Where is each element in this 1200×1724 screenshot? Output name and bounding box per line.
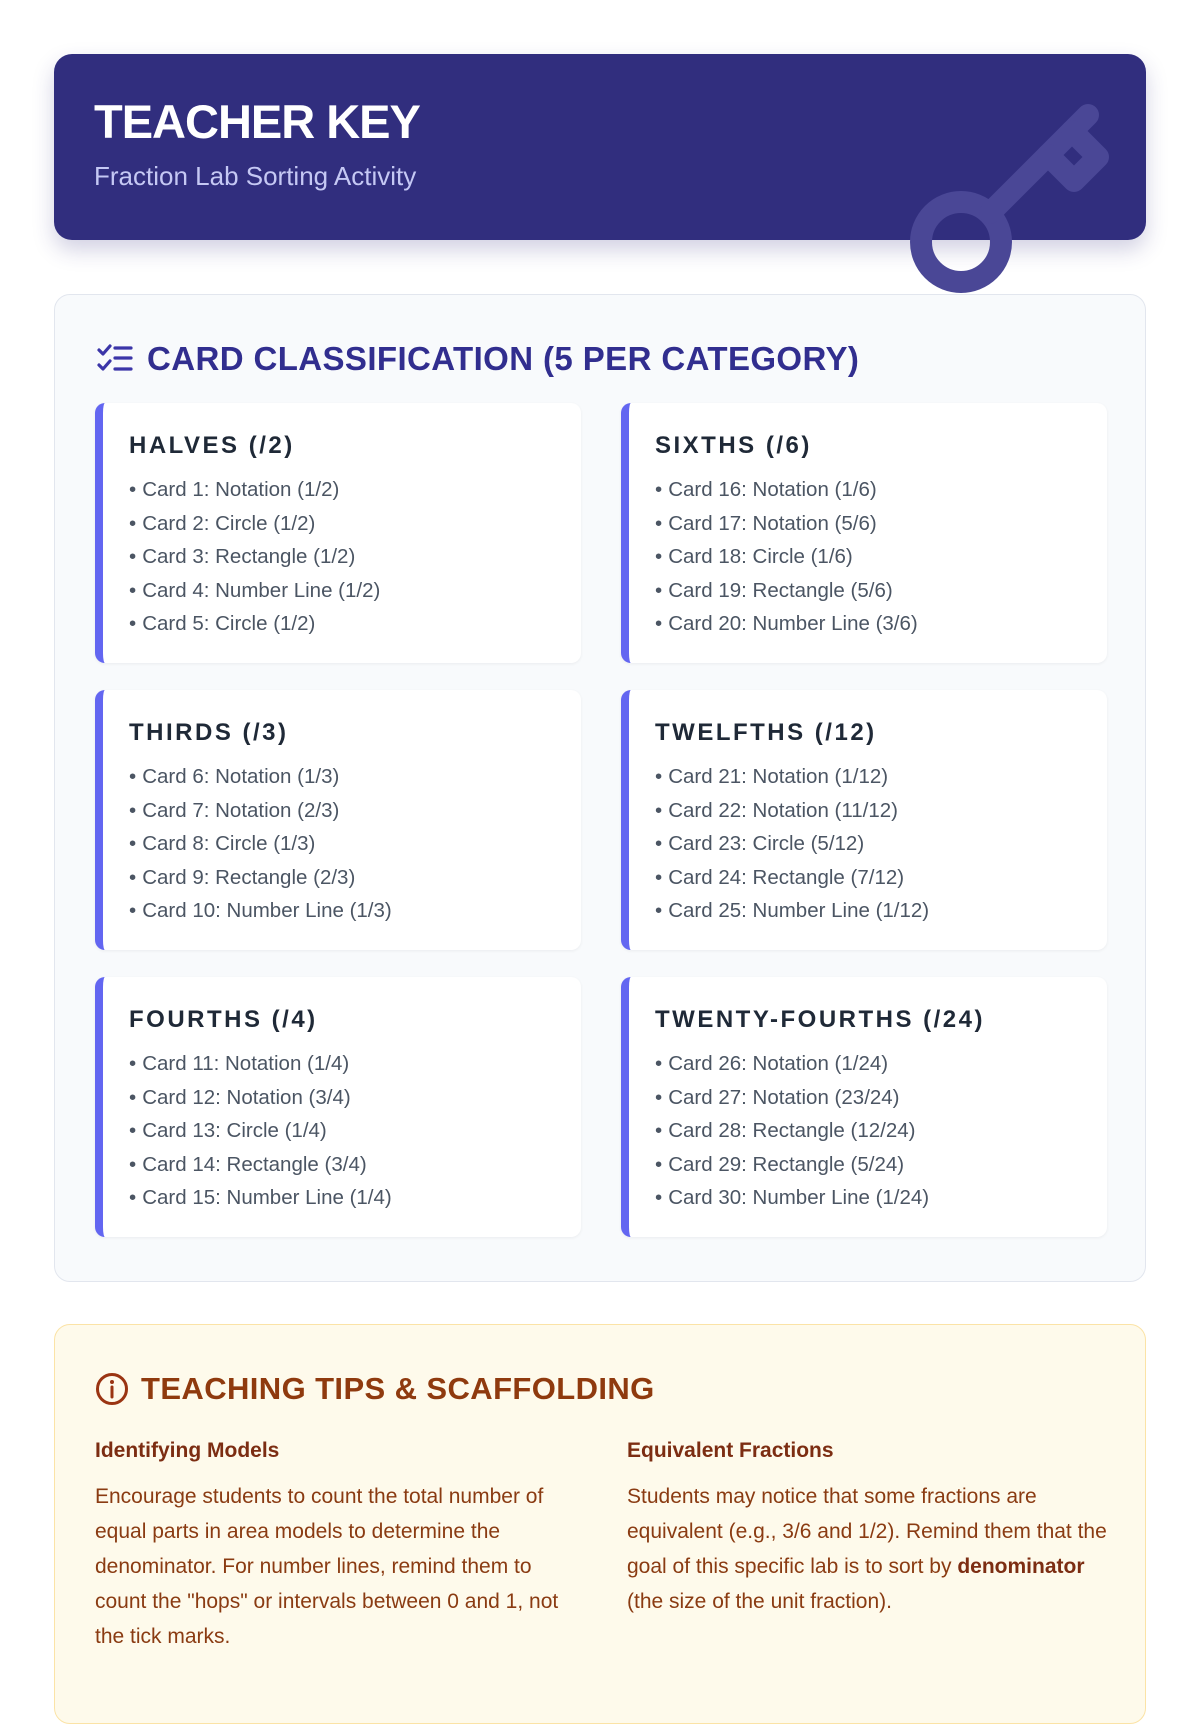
tip-body: Encourage students to count the total number of equal parts in area models to determine the denominator. For number lines, remind them to count the "hops" or intervals between 0 and 1, not the tick marks.: [95, 1485, 559, 1648]
category-title: FOURTHS (/4): [129, 1006, 318, 1033]
tips-header: [95, 1369, 1105, 1409]
tip-body: [627, 1479, 1119, 1619]
card-list: [655, 473, 1081, 641]
category-title: THIRDS (/3): [129, 719, 289, 746]
card-entry: Card 4: Number Line (1/2): [142, 578, 381, 602]
info-icon: [95, 1369, 129, 1409]
list-item: • Card 18: Circle (1/6): [655, 545, 853, 568]
list-item: • Card 15: Number Line (1/4): [129, 1186, 392, 1209]
classification-header: [95, 339, 1105, 379]
list-item: • Card 29: Rectangle (5/24): [655, 1152, 905, 1176]
list-item: • Card 22: Notation (11/12): [655, 798, 898, 822]
category-card-fourths: [95, 977, 581, 1237]
tip-body-text: (the size of the unit fraction).: [627, 1590, 892, 1613]
category-card-halves: [95, 403, 581, 663]
card-classification-panel: [54, 294, 1146, 1282]
card-entry: Card 23: Circle (5/12): [668, 832, 865, 855]
list-item: • Card 5: Circle (1/2): [129, 612, 316, 635]
category-card-twelfths: [621, 690, 1107, 950]
card-entry: Card 13: Circle (1/4): [142, 1119, 327, 1142]
category-title: TWENTY-FOURTHS (/24): [655, 1006, 985, 1033]
list-item: • Card 4: Number Line (1/2): [129, 578, 381, 602]
list-item: • Card 26: Notation (1/24): [655, 1052, 889, 1075]
card-entry: Card 11: Notation (1/4): [142, 1052, 350, 1075]
card-entry: Card 20: Number Line (3/6): [668, 612, 918, 635]
card-entry: Card 27: Notation (23/24): [668, 1085, 900, 1109]
tips-grid: [95, 1437, 1105, 1654]
card-entry: Card 14: Rectangle (3/4): [142, 1152, 367, 1176]
header-banner: [54, 54, 1146, 240]
card-list: [655, 1047, 1081, 1215]
card-entry: Card 24: Rectangle (7/12): [668, 865, 905, 889]
card-entry: Card 28: Rectangle (12/24): [668, 1119, 916, 1142]
list-item: • Card 25: Number Line (1/12): [655, 899, 930, 922]
category-grid: [95, 403, 1105, 1237]
list-item: • Card 7: Notation (2/3): [129, 798, 340, 822]
card-entry: Card 2: Circle (1/2): [142, 511, 316, 535]
card-entry: Card 8: Circle (1/3): [142, 832, 316, 855]
card-entry: Card 30: Number Line (1/24): [668, 1186, 930, 1209]
card-entry: Card 3: Rectangle (1/2): [142, 545, 356, 568]
list-item: • Card 21: Notation (1/12): [655, 765, 889, 788]
card-entry: Card 9: Rectangle (2/3): [142, 865, 356, 889]
card-entry: Card 19: Rectangle (5/6): [668, 578, 893, 602]
list-item: • Card 14: Rectangle (3/4): [129, 1152, 367, 1176]
list-item: • Card 30: Number Line (1/24): [655, 1186, 930, 1209]
card-list: [655, 760, 1081, 928]
list-item: • Card 12: Notation (3/4): [129, 1085, 351, 1109]
list-item: • Card 20: Number Line (3/6): [655, 612, 918, 635]
teaching-tips-panel: [54, 1324, 1146, 1724]
tip-body-text: Students may notice that some fractions are equivalent (e.g., 3/6 and 1/2). Remind them that the goal of this specific lab is to sort by: [627, 1485, 1107, 1578]
card-entry: Card 15: Number Line (1/4): [142, 1186, 392, 1209]
tip-heading: Identifying Models: [95, 1439, 280, 1462]
tip-heading: Equivalent Fractions: [627, 1439, 834, 1462]
card-list: [129, 760, 555, 928]
card-entry: Card 22: Notation (11/12): [668, 798, 898, 822]
list-item: • Card 8: Circle (1/3): [129, 832, 316, 855]
card-entry: Card 12: Notation (3/4): [142, 1085, 351, 1109]
checklist-icon: [95, 339, 135, 379]
card-entry: Card 21: Notation (1/12): [668, 765, 889, 788]
card-entry: Card 7: Notation (2/3): [142, 798, 340, 822]
category-card-thirds: [95, 690, 581, 950]
list-item: • Card 11: Notation (1/4): [129, 1052, 350, 1075]
list-item: • Card 27: Notation (23/24): [655, 1085, 900, 1109]
card-entry: Card 29: Rectangle (5/24): [668, 1152, 905, 1176]
category-title: HALVES (/2): [129, 432, 295, 459]
key-icon: [898, 72, 1118, 252]
list-item: • Card 3: Rectangle (1/2): [129, 545, 356, 568]
list-item: • Card 19: Rectangle (5/6): [655, 578, 893, 602]
list-item: • Card 17: Notation (5/6): [655, 511, 877, 535]
card-entry: Card 25: Number Line (1/12): [668, 899, 930, 922]
category-title: TWELFTHS (/12): [655, 719, 877, 746]
card-list: [129, 1047, 555, 1215]
card-entry: Card 10: Number Line (1/3): [142, 899, 392, 922]
list-item: • Card 24: Rectangle (7/12): [655, 865, 905, 889]
page-title: TEACHER KEY: [94, 95, 420, 148]
card-entry: Card 1: Notation (1/2): [142, 478, 340, 501]
tip-equivalent-fractions: [627, 1437, 1119, 1654]
tips-title: TEACHING TIPS & SCAFFOLDING: [141, 1371, 655, 1406]
list-item: • Card 2: Circle (1/2): [129, 511, 316, 535]
card-entry: Card 18: Circle (1/6): [668, 545, 853, 568]
category-card-sixths: [621, 403, 1107, 663]
page-subtitle: Fraction Lab Sorting Activity: [94, 161, 417, 191]
list-item: • Card 9: Rectangle (2/3): [129, 865, 356, 889]
list-item: • Card 13: Circle (1/4): [129, 1119, 327, 1142]
tip-identifying-models: [95, 1437, 587, 1654]
card-list: [129, 473, 555, 641]
card-entry: Card 5: Circle (1/2): [142, 612, 316, 635]
classification-title: CARD CLASSIFICATION (5 PER CATEGORY): [147, 340, 860, 377]
list-item: • Card 23: Circle (5/12): [655, 832, 865, 855]
card-entry: Card 6: Notation (1/3): [142, 765, 340, 788]
tip-emphasis: denominator: [957, 1555, 1085, 1578]
list-item: • Card 6: Notation (1/3): [129, 765, 340, 788]
card-entry: Card 16: Notation (1/6): [668, 478, 877, 501]
list-item: • Card 16: Notation (1/6): [655, 478, 877, 501]
card-entry: Card 17: Notation (5/6): [668, 511, 877, 535]
category-card-twenty-fourths: [621, 977, 1107, 1237]
category-title: SIXTHS (/6): [655, 432, 812, 459]
list-item: • Card 10: Number Line (1/3): [129, 899, 392, 922]
list-item: • Card 28: Rectangle (12/24): [655, 1119, 916, 1142]
card-entry: Card 26: Notation (1/24): [668, 1052, 889, 1075]
list-item: • Card 1: Notation (1/2): [129, 478, 340, 501]
